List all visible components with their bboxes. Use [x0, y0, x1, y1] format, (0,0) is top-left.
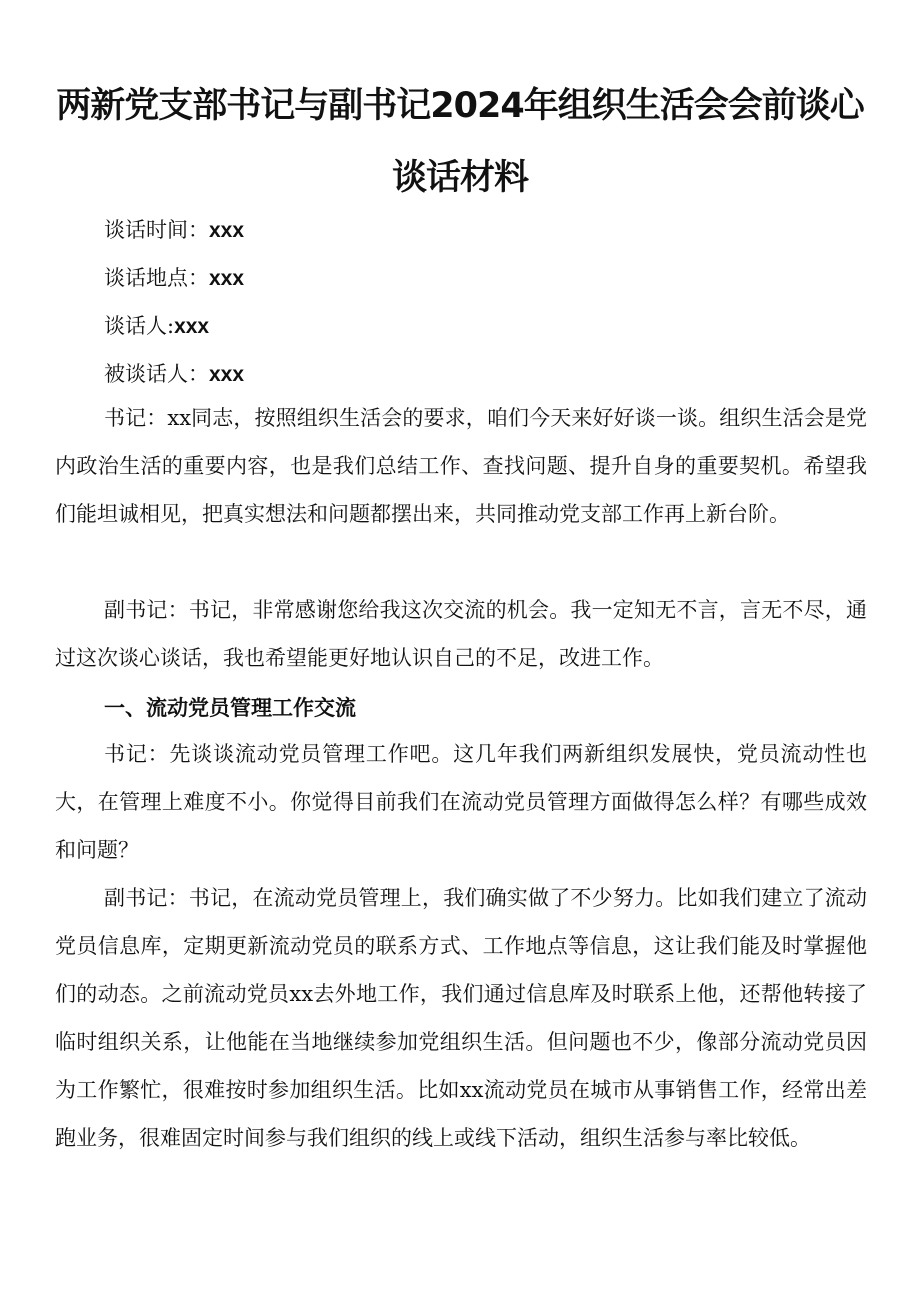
meta-time-label: 谈话时间： — [104, 218, 209, 242]
meta-time — [104, 214, 244, 244]
paragraph-secretary-question: 书记：先谈谈流动党员管理工作吧。这几年我们两新组织发展快，党员流动性也大，在管理上难度不小。你觉得目前我们在流动党员管理方面做得怎么样？有哪些成效和问题？ — [55, 742, 867, 862]
paragraph-secretary-opening: 书记：xx同志，按照组织生活会的要求，咱们今天来好好谈一谈。组织生活会是党内政治生活的重要内容，也是我们总结工作、查找问题、提升自身的重要契机。希望我们能坦诚相见，把真实想法和问题都摆出来，共同推动党支部工作再上新台阶。 — [55, 406, 867, 526]
paragraph-deputy-answer: 副书记：书记，在流动党员管理上，我们确实做了不少努力。比如我们建立了流动党员信息库，定期更新流动党员的联系方式、工作地点等信息，这让我们能及时掌握他们的动态。之前流动党员xx去外地工作，我们通过信息库及时联系上他，还帮他转接了临时组织关系，让他能在当地继续参加党组织生活。但问题也不少，像部分流动党员因为工作繁忙，很难按时参加组织生活。比如xx流动党员在城市从事销售工作，经常出差跑业务，很难固定时间参与我们组织的线上或线下活动，组织生活参与率比较低。 — [55, 886, 867, 1150]
meta-interviewer-label: 谈话人: — [104, 314, 175, 338]
document-title-line1: 两新党支部书记与副书记2024年组织生活会会前谈心 — [56, 86, 864, 126]
meta-interviewer-value: xxx — [174, 315, 210, 338]
paragraph-deputy-reply: 副书记：书记，非常感谢您给我这次交流的机会。我一定知无不言，言无不尽，通过这次谈心谈话，我也希望能更好地认识自己的不足，改进工作。 — [55, 598, 867, 670]
meta-location — [104, 262, 244, 292]
meta-interviewee-label: 被谈话人： — [104, 362, 209, 386]
document-title-line2: 谈话材料 — [391, 158, 528, 198]
meta-location-label: 谈话地点： — [104, 266, 209, 290]
meta-location-value: xxx — [209, 267, 245, 290]
meta-time-value: xxx — [209, 219, 245, 242]
meta-interviewer — [104, 310, 209, 340]
section-heading: 一、流动党员管理工作交流 — [104, 696, 356, 720]
meta-interviewee — [104, 358, 244, 388]
meta-interviewee-value: xxx — [209, 363, 245, 386]
